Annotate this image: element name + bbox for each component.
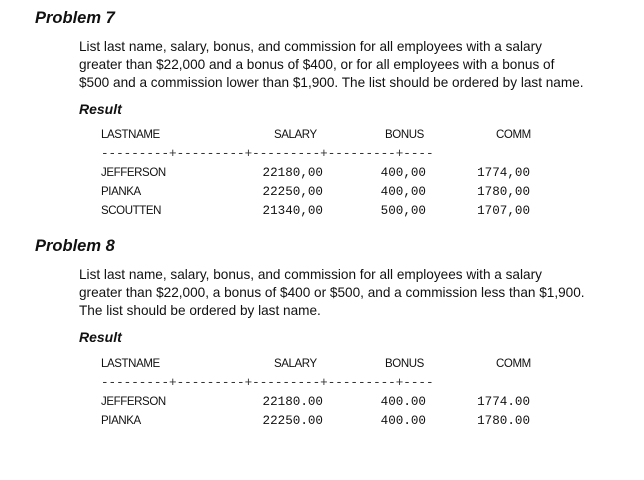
result-label: Result: [79, 329, 122, 345]
problem-title: Problem 8: [35, 237, 115, 255]
cell-lastname: SCOUTTEN: [101, 205, 162, 217]
cell-bonus: 500,00: [380, 204, 426, 218]
cell-bonus: 400.00: [380, 414, 426, 428]
description-line: $500 and a commission lower than $1,900. The list should be ordered by last name.: [79, 75, 584, 90]
table-row: [0, 166, 644, 185]
column-header-salary: SALARY: [274, 358, 317, 370]
column-header-lastname: LASTNAME: [101, 129, 160, 141]
column-header-comm: COMM: [496, 358, 531, 370]
cell-comm: 1774.00: [477, 395, 530, 409]
cell-lastname: JEFFERSON: [101, 396, 166, 408]
cell-comm: 1774,00: [477, 166, 530, 180]
cell-bonus: 400,00: [380, 166, 426, 180]
cell-comm: 1780,00: [477, 185, 530, 199]
description-line: greater than $22,000 and a bonus of $400, or for all employees with a bonus of: [79, 57, 555, 72]
table-row: [0, 185, 644, 204]
table-row: [0, 204, 644, 223]
result-label: Result: [79, 101, 122, 117]
description-line: greater than $22,000, a bonus of $400 or $500, and a commission less than $1,900.: [79, 285, 585, 300]
cell-salary: 21340,00: [262, 204, 323, 218]
description-line: List last name, salary, bonus, and commission for all employees with a salary: [79, 267, 542, 282]
column-header-bonus: BONUS: [385, 129, 424, 141]
cell-lastname: PIANKA: [101, 186, 141, 198]
column-header-salary: SALARY: [274, 129, 317, 141]
table-row: [0, 395, 644, 414]
description-line: List last name, salary, bonus, and commission for all employees with a salary: [79, 39, 542, 54]
cell-salary: 22250,00: [262, 185, 323, 199]
cell-lastname: JEFFERSON: [101, 167, 166, 179]
table-separator: ---------+---------+---------+---------+----: [101, 376, 434, 390]
table-separator: ---------+---------+---------+---------+----: [101, 147, 434, 161]
problem-description: [79, 38, 639, 92]
description-line: The list should be ordered by last name.: [79, 303, 321, 318]
cell-comm: 1780.00: [477, 414, 530, 428]
problem-description: [79, 266, 639, 320]
cell-bonus: 400,00: [380, 185, 426, 199]
column-header-lastname: LASTNAME: [101, 358, 160, 370]
column-header-bonus: BONUS: [385, 358, 424, 370]
column-header-comm: COMM: [496, 129, 531, 141]
cell-salary: 22180.00: [262, 395, 323, 409]
cell-salary: 22180,00: [262, 166, 323, 180]
table-row: [0, 414, 644, 433]
cell-comm: 1707,00: [477, 204, 530, 218]
cell-salary: 22250.00: [262, 414, 323, 428]
cell-lastname: PIANKA: [101, 415, 141, 427]
cell-bonus: 400.00: [380, 395, 426, 409]
problem-title: Problem 7: [35, 9, 115, 27]
